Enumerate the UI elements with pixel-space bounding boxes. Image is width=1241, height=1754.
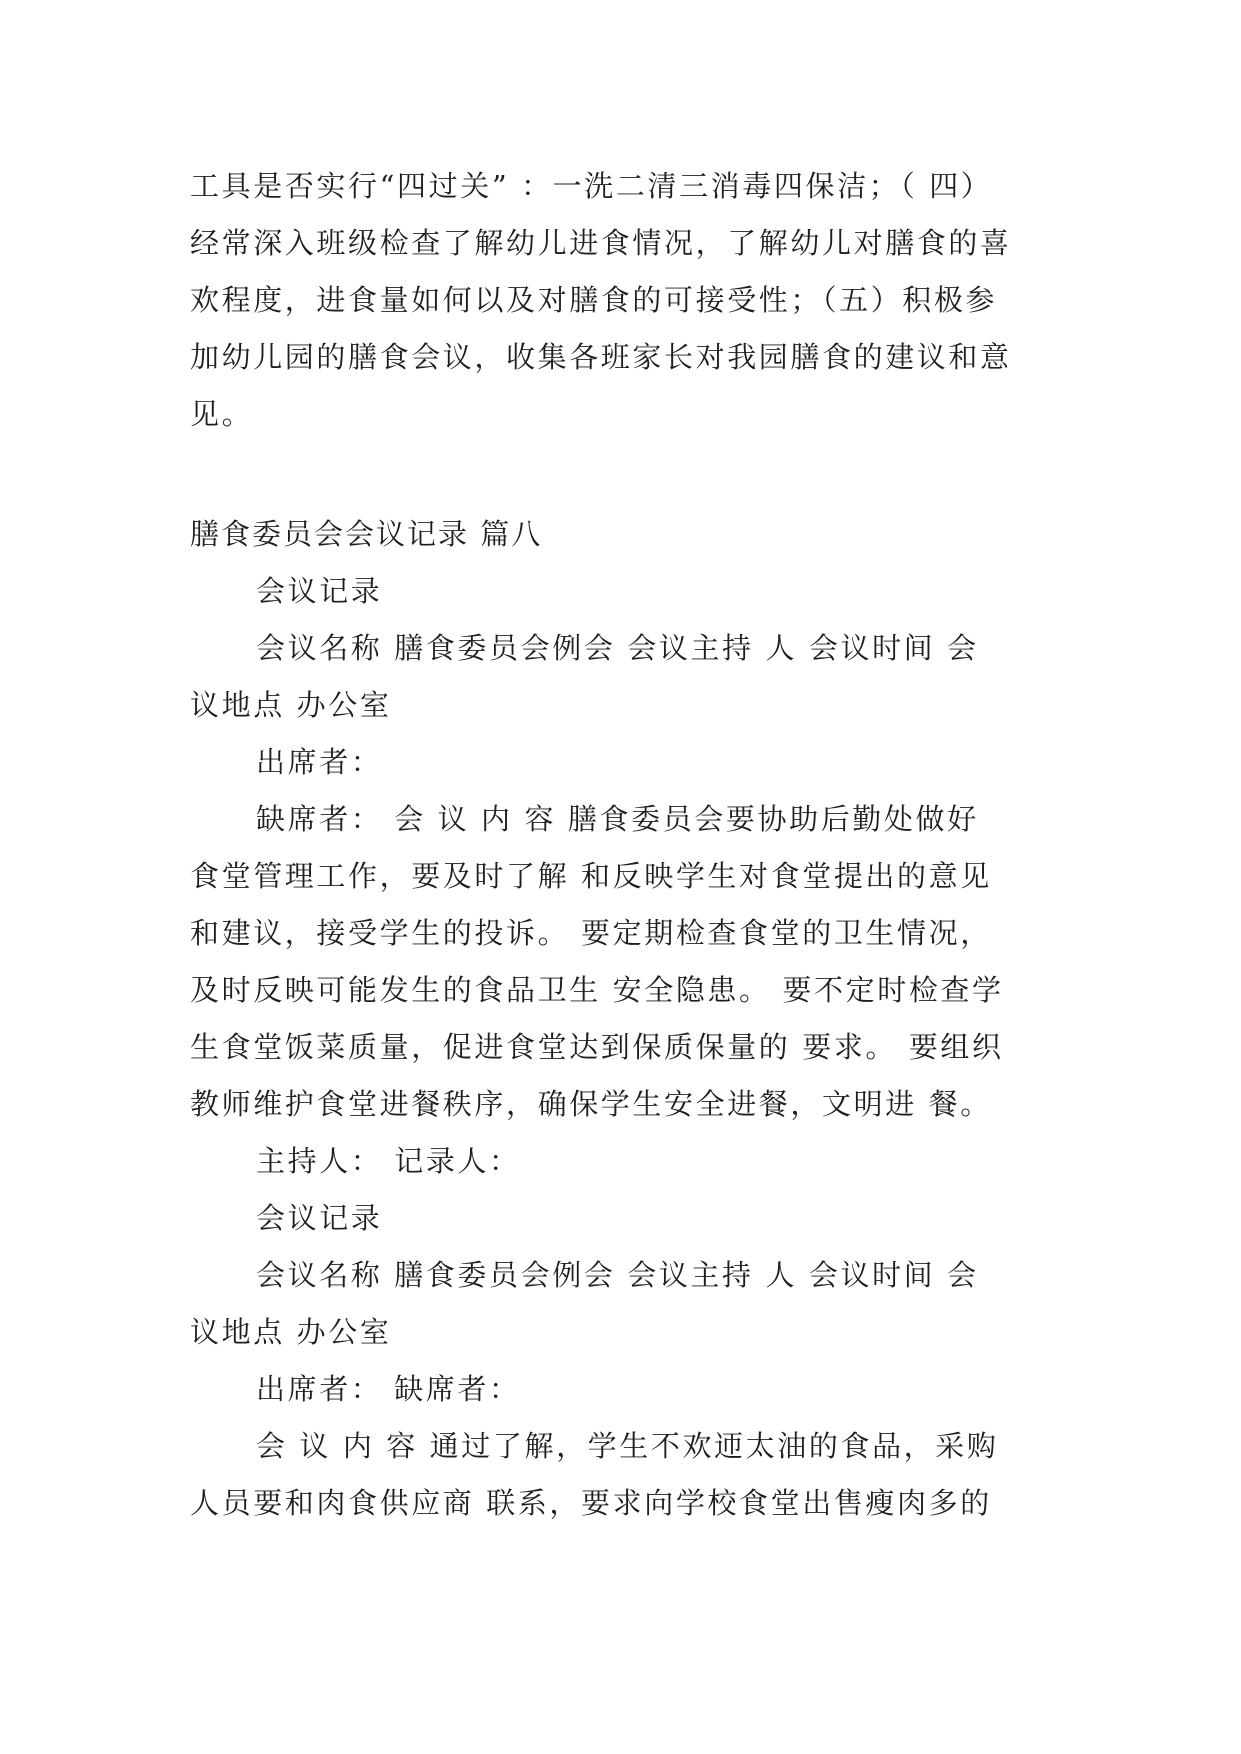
record-info-line: 会议名称 膳食委员会例会 会议主持 人 会议时间 会 (256, 1258, 979, 1292)
record-info-line: 议地点 办公室 (190, 688, 392, 722)
paragraph-line: 欢程度，进食量如何以及对膳食的可接受性；（五）积极参 (190, 283, 998, 317)
document-body (190, 158, 1052, 1532)
record-info-line: 议地点 办公室 (190, 1315, 392, 1349)
record-info-line: 会议名称 膳食委员会例会 会议主持 人 会议时间 会 (256, 631, 979, 665)
paragraph-line: 工具是否实行“四过关” ：一洗二清三消毒四保洁；（ 四） (190, 169, 993, 203)
record-content-line: 人员要和肉食供应商 联系，要求向学校食堂出售瘦肉多的 (190, 1486, 992, 1520)
record-attendance: 出席者： 缺席者： (256, 1372, 521, 1406)
section-title: 膳食委员会会议记录 篇八 (190, 517, 543, 551)
paragraph-line: 加幼儿园的膳食会议，收集各班家长对我园膳食的建议和意 (190, 340, 1012, 374)
paragraph-line: 经常深入班级检查了解幼儿进食情况，了解幼儿对膳食的喜 (190, 226, 1012, 260)
record-content-line: 生食堂饭菜质量，促进食堂达到保质保量的 要求。 要组织 (190, 1030, 1004, 1064)
record-content-line: 和建议，接受学生的投诉。 要定期检查食堂的卫生情况， (190, 916, 992, 950)
record-title: 会议记录 (256, 1201, 383, 1235)
record-title: 会议记录 (256, 574, 383, 608)
record-content-line: 教师维护食堂进餐秩序，确保学生安全进餐，文明进 餐。 (190, 1087, 992, 1121)
record-content-line: 缺席者： 会 议 内 容 膳食委员会要协助后勤处做好 (256, 802, 979, 836)
record-signatures: 主持人： 记录人： (256, 1144, 521, 1178)
record-content-line: 会 议 内 容 通过了解，学生不欢迊太油的食品，采购 (256, 1429, 999, 1463)
record-content-line: 及时反映可能发生的食品卫生 安全隐患。 要不定时检查学 (190, 973, 1004, 1007)
paragraph-line: 见。 (190, 397, 254, 431)
section-gap (190, 443, 1052, 506)
record-content-line: 食堂管理工作，要及时了解 和反映学生对食堂提出的意见 (190, 859, 992, 893)
record-attendees: 出席者： (256, 745, 383, 779)
